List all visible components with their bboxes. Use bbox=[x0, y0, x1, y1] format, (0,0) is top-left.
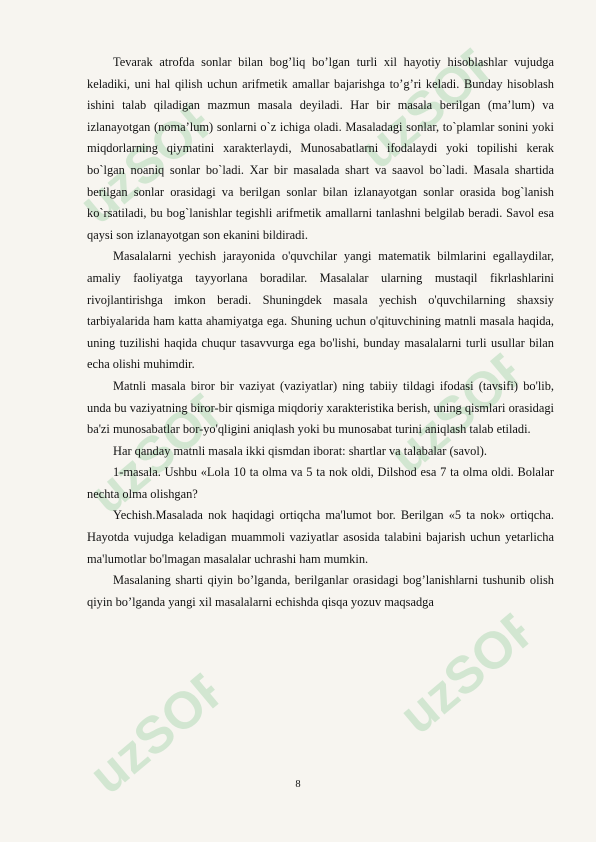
svg-text:uzSOFF: uzSOFF bbox=[78, 659, 235, 806]
svg-text:uzSOFF: uzSOFF bbox=[388, 599, 545, 746]
paragraph-problem: 1-masala. Ushbu «Lola 10 ta olma va 5 ta nok oldi, Dilshod esa 7 ta olma oldi. Bolalar nechta olma olishgan? bbox=[87, 465, 554, 501]
paragraph: Masalalarni yechish jarayonida o'quvchilar yangi matematik bilmlarini egallaydilar, amaliy faoliyatga tayyorlana boradilar. Masalalar ularning mustaqil fikrlashlarini rivojlantirishga imkon beradi. Shuningdek masala yechish o'quvchilarning shaxsiy tarbiyalarida ham katta ahamiyatga ega. Shuning uchun o'qituvchining matnli masala haqida, uning tuzilishi haqida chuqur tasavvurga ega bo'lishi, bunday masalalarni turli usullar bilan echa olishi muhimdir. bbox=[87, 249, 554, 372]
paragraph: Matnli masala biror bir vaziyat (vaziyatlar) ning tabiiy tildagi ifodasi (tavsifi) bo'lib, unda bu vaziyatning biror-bir qismiga miqdoriy xarakteristika berish, uning qismlari orasidagi ba'zi munosabatlar bor-yo'qligini aniqlash yoki bu munosabat turini aniqlash talab etiladi. bbox=[87, 378, 554, 437]
paragraph: Masalaning sharti qiyin bo’lganda, berilganlar orasidagi bog’lanishlarni tushunib olish qiyin bo’lganda yangi xil masalalarni echishda qisqa yozuv maqsadga bbox=[87, 573, 554, 609]
watermark-icon bbox=[385, 600, 545, 750]
watermark-logo bbox=[385, 600, 545, 750]
svg-text:uzSOFF: uzSOFF bbox=[348, 34, 505, 181]
svg-text:uzSOFF: uzSOFF bbox=[78, 379, 235, 526]
document-body bbox=[87, 52, 554, 613]
svg-text:uzSOFF: uzSOFF bbox=[378, 339, 535, 486]
paragraph: Har qanday matnli masala ikki qismdan iborat: shartlar va talabalar (savol). bbox=[113, 443, 487, 458]
paragraph: Tevarak atrofda sonlar bilan bog’liq bo’lgan turli xil hayotiy hisoblashlar vujudga keladiki, uni hal qilish uchun arifmetik amallar bajarishga to’g’ri keladi. Bunday hisoblash ishini talab qiladigan mazmun masala deyiladi. Har bir masala berilgan (ma’lum) va izlanayotgan (noma’lum) sonlarni o`z ichiga oladi. Masaladagi sonlar, to`plamlar sonini yoki miqdorlarning qiymatini xarakterlaydi, Munosabatlarni ifodalaydi yoki topilishi kerak bo`lgan noaniq sonlar bo`ladi. Xar bir masalada shart va saavol bo`ladi. Masala shartida berilgan sonlar orasidagi va berilgan sonlar bilan izlanayotgan sonlar orasida bog`lanish ko`rsatiladi, bu bog`lanishlar tegishli arifmetik amallarni tanlashni belgilab beradi. Savol esa qaysi son izlanayotgan son ekanini bildiradi. bbox=[87, 55, 554, 242]
svg-text:uzSOFF: uzSOFF bbox=[68, 89, 225, 236]
page-number: 8 bbox=[295, 779, 301, 790]
paragraph-solution: Yechish.Masalada nok haqidagi ortiqcha ma'lumot bor. Berilgan «5 ta nok» ortiqcha. Hayotda vujudga keladigan muammoli vaziyatlar asosida talabini bajarish uchun yetarlicha ma'lumotlar bo'lmagan masalalar uchrashi ham mumkin. bbox=[87, 508, 554, 566]
